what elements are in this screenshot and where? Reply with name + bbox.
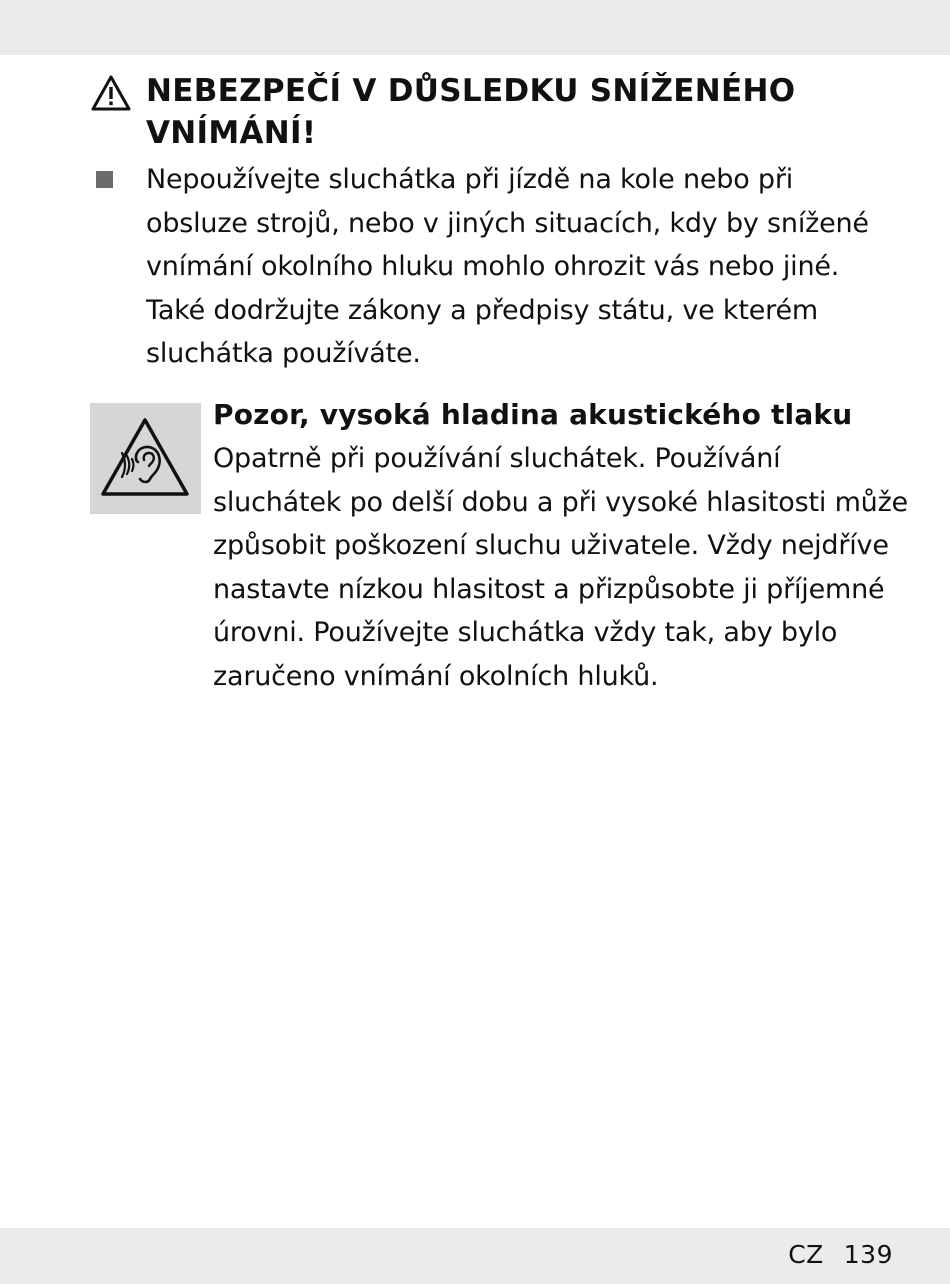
hearing-warning-icon (90, 403, 201, 514)
bullet-square (96, 171, 113, 188)
page-footer (788, 1240, 893, 1269)
notice-title: Pozor, vysoká hladina akustického tlaku (213, 398, 853, 431)
warning-heading (90, 70, 890, 154)
header-band (0, 0, 950, 55)
footer-language: CZ (788, 1240, 824, 1269)
bullet-item (96, 158, 886, 376)
sound-pressure-notice (213, 393, 913, 698)
warning-title: NEBEZPEČÍ V DŮSLEDKU SNÍŽENÉHO VNÍMÁNÍ! (146, 73, 796, 151)
hearing-warning-icon-box (90, 403, 201, 514)
warning-triangle-icon (90, 74, 132, 112)
notice-text: Opatrně při používání sluchátek. Používání sluchátek po delší dobu a při vysoké hlasitosti může způsobit poškození sluchu uživatele. Vždy nejdříve nastavte nízkou hlasitost a přizpůsobte ji příjemné úrovni. Používejte sluchátka vždy tak, aby bylo zaručeno vnímání okolních hluků. (213, 443, 908, 692)
page-number: 139 (843, 1240, 893, 1269)
bullet-text: Nepoužívejte sluchátka při jízdě na kole nebo při obsluze strojů, nebo v jiných situacích, kdy by snížené vnímání okolního hluku mohlo ohrozit vás nebo jiné. Také dodržujte zákony a předpisy státu, ve kterém sluchátka používáte. (146, 164, 869, 369)
